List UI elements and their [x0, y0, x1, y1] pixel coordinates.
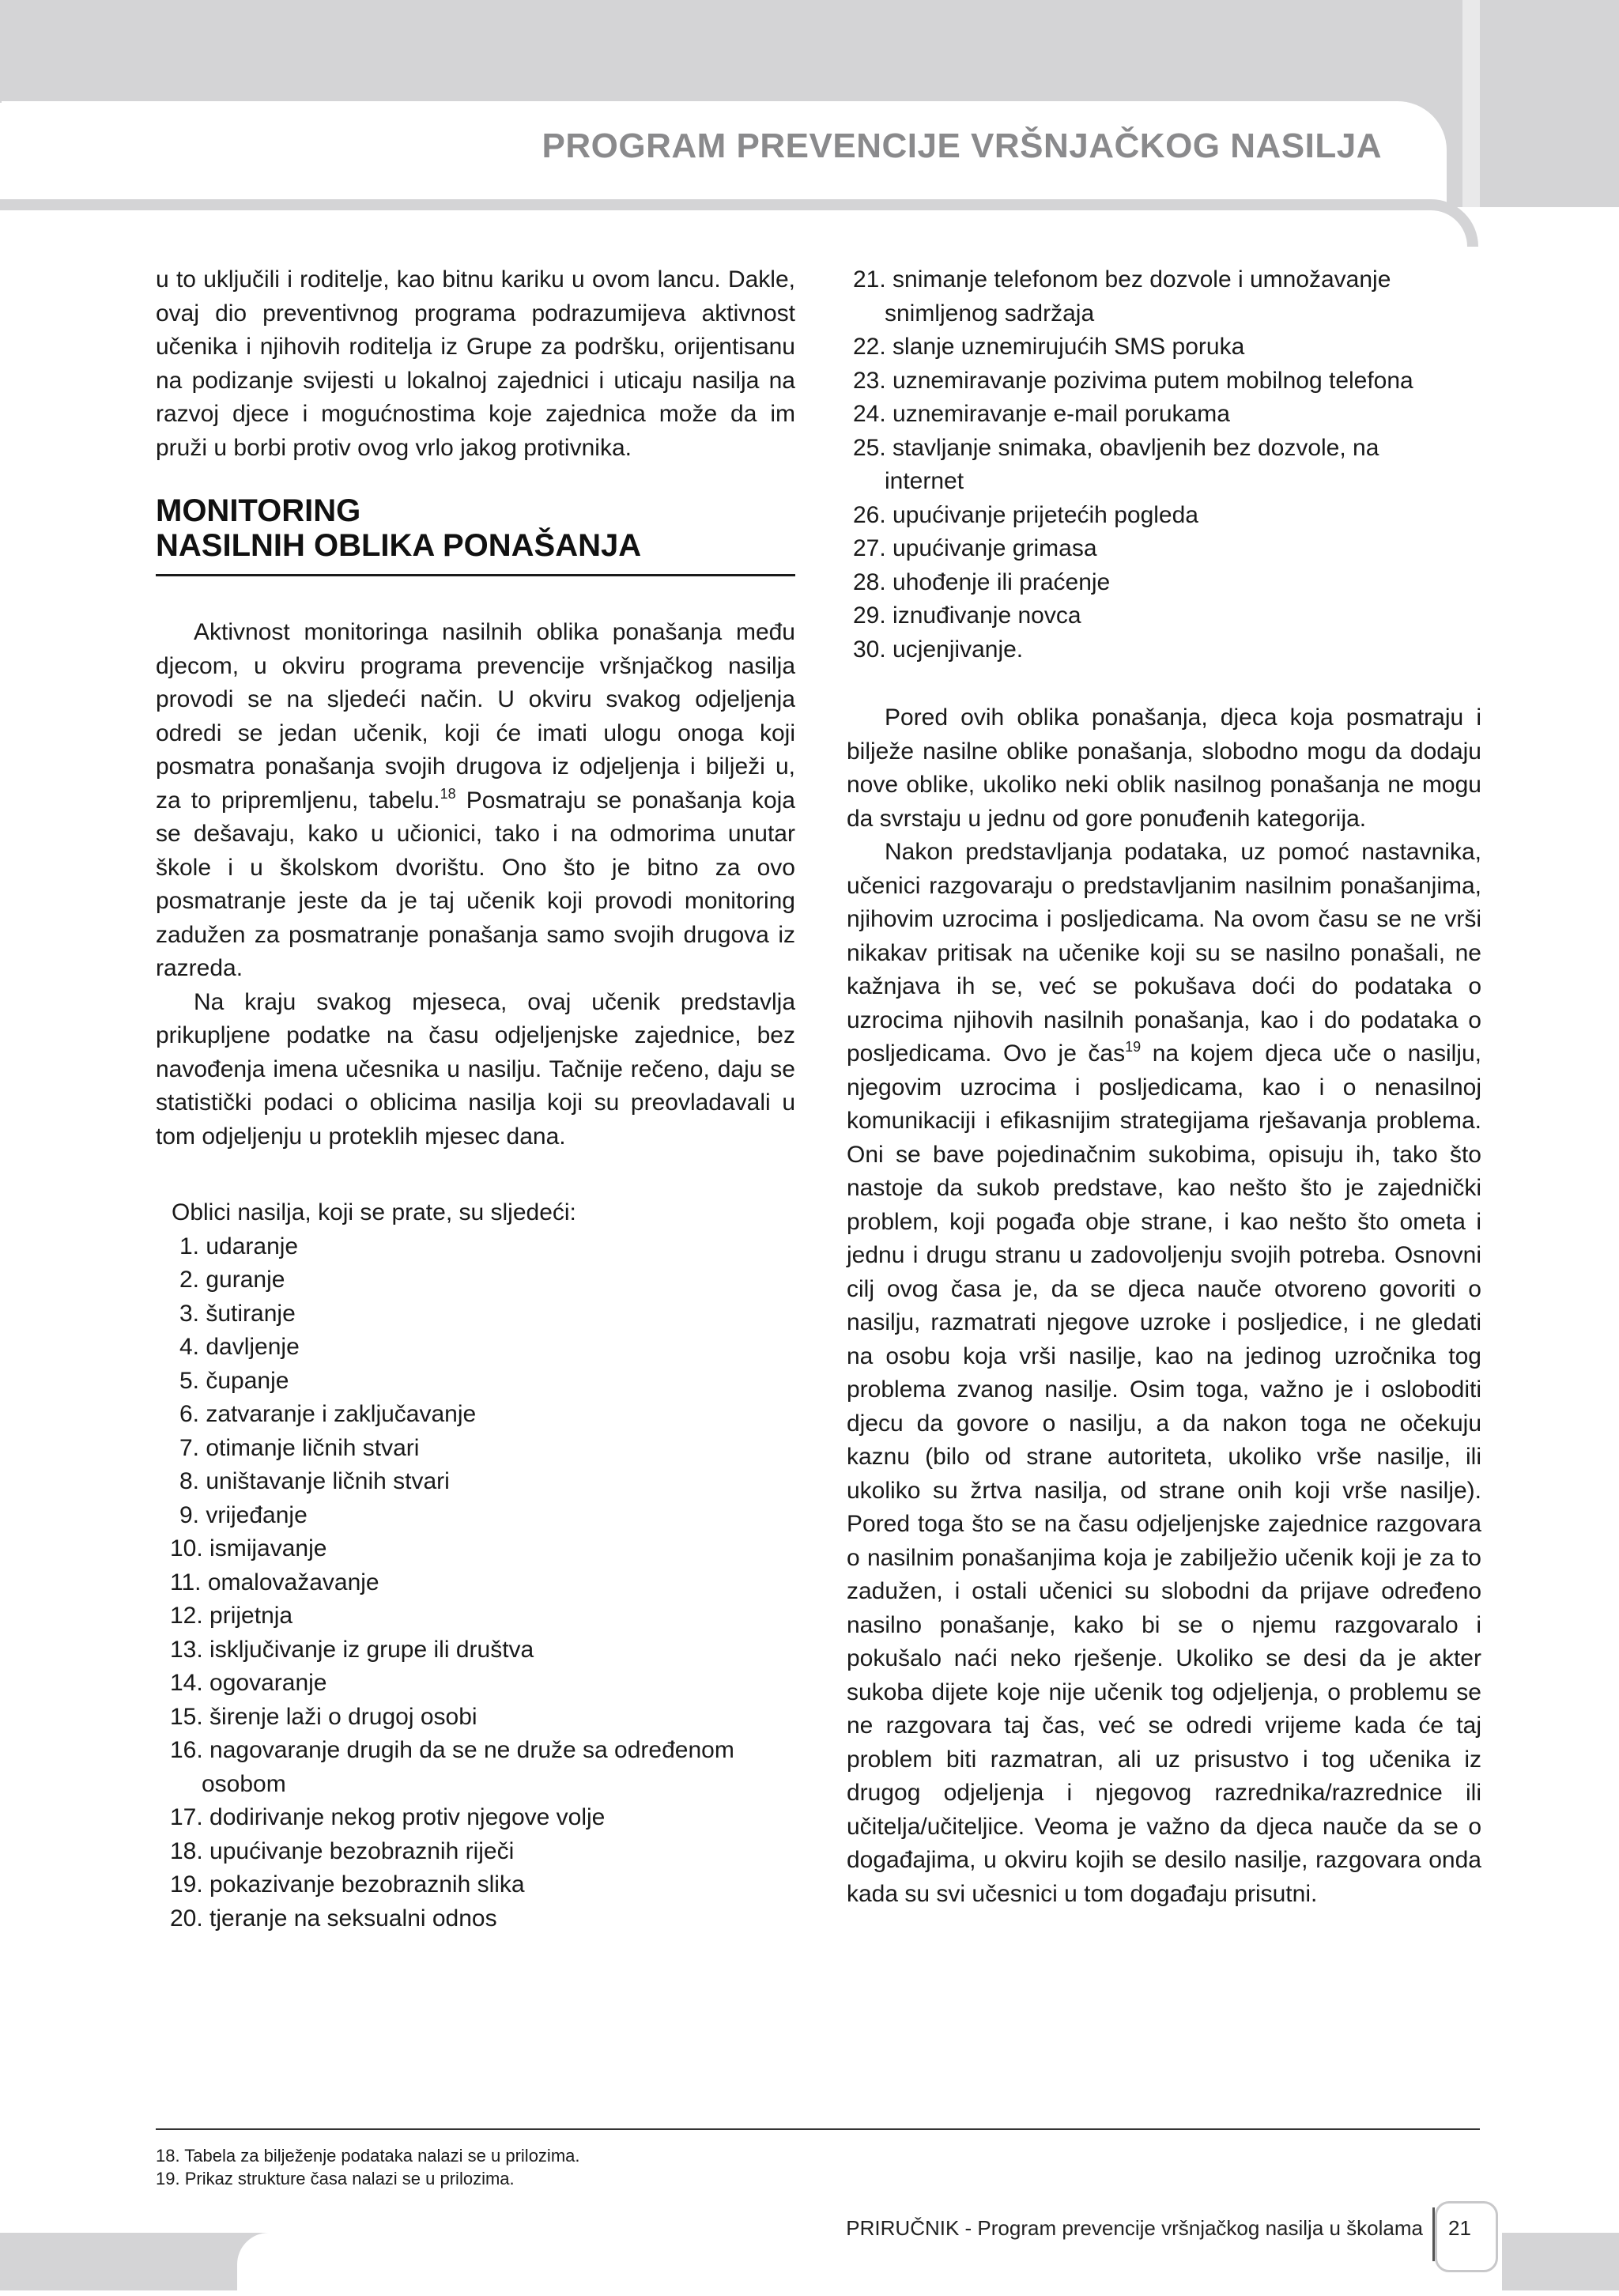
list-item: 27. upućivanje grimasa: [853, 535, 1097, 561]
list-item-wrap: osobom: [202, 1770, 286, 1797]
header-strip: [1462, 0, 1480, 207]
heading-line-2: NASILNIH OBLIKA PONAŠANJA: [156, 528, 642, 563]
list-item: 11. omalovažavanje: [170, 1569, 379, 1595]
page-number: 21: [1448, 2216, 1471, 2240]
list-item: 9. vrijeđanje: [179, 1501, 308, 1528]
header-curve: [158, 199, 1478, 247]
list-item: 28. uhođenje ili praćenje: [853, 568, 1111, 595]
footnote-ref-18: 18: [440, 785, 456, 802]
list-item: 7. otimanje ličnih stvari: [179, 1434, 420, 1461]
right-column: [847, 263, 1481, 1911]
left-column: [156, 263, 795, 1935]
list-item: 30. ucjenjivanje.: [853, 636, 1024, 663]
header-rule: [0, 199, 166, 210]
monitoring-text: Aktivnost monitoringa nasilnih oblika ponašanja među djecom, u okviru programa prevencije vršnjačkog nasilja provodi se na sljedeći način. U okviru svakog odjeljenja odredi se jedan učenik, koji će imati ulogu onoga koji posmatra ponašanja svojih drugova iz odjeljenja i bilježi u, za to pripremljenu, tabelu.: [156, 619, 795, 814]
list-item: 12. prijetnja: [170, 1603, 293, 1629]
list-item-text: 21. snimanje telefonom bez dozvole i umnožavanje: [853, 266, 1391, 293]
list-item: 3. šutiranje: [179, 1300, 296, 1327]
list-item-wrap: snimljenog sadržaja: [885, 300, 1095, 327]
list-item: 14. ogovaranje: [170, 1670, 327, 1696]
footer-box: [237, 2233, 1502, 2296]
list-item: 15. širenje laži o drugoj osobi: [170, 1703, 477, 1730]
list-item-text: 16. nagovaranje drugih da se ne druže sa određenom: [170, 1737, 734, 1763]
monitoring-text-rest: Posmatraju se ponašanja koja se dešavaju, kako u učionici, tako i na odmorima unutar škole i u školskom dvorištu. Ono što je bitno za ovo posmatranje jeste da je taj učenik koji provodi monitoring zadužen za posmatranje ponašanja samo svojih drugova iz razreda.: [156, 787, 795, 981]
monthly-paragraph: Na kraju svakog mjeseca, ovaj učenik predstavlja prikupljene podatke na času odjeljenjske zajednice, bez navođenja imena učesnika u nasilju. Tačnije rečeno, daju se statistički podaci o oblicima nasilja koji su preovladavali u tom odjeljenju u proteklih mjesec dana.: [156, 988, 795, 1150]
monitoring-paragraph: [156, 616, 795, 986]
list-item-text: 25. stavljanje snimaka, obavljenih bez dozvole, na: [853, 434, 1379, 461]
list-item: 17. dodirivanje nekog protiv njegove volje: [170, 1804, 606, 1830]
running-footer-title: PRIRUČNIK - Program prevencije vršnjačkog nasilja u školama: [846, 2216, 1423, 2240]
discussion-text: Nakon predstavljanja podataka, uz pomoć nastavnika, učenici razgovaraju o predstavljanim nasilnim ponašanjima, njihovim uzrocima i posljedicama. Na ovom času se ne vrši nikakav pritisak na učenike koji su se nasilno ponašali, ne kažnjava ih se, već se pokušava doći do podataka o uzrocima njihovih nasilnih ponašanja, kao i do podataka o posljedicama. Ovo je čas: [847, 839, 1481, 1067]
running-header-title: PROGRAM PREVENCIJE VRŠNJAČKOG NASILJA: [542, 127, 1382, 165]
list-item: 10. ismijavanje: [170, 1535, 327, 1562]
footnote-18: 18. Tabela za bilježenje podataka nalazi se u prilozima.: [156, 2146, 580, 2166]
footnotes: [156, 2144, 580, 2190]
heading-line-1: MONITORING: [156, 493, 361, 528]
list-item: 26. upućivanje prijetećih pogleda: [853, 501, 1198, 528]
list-item: 29. iznuđivanje novca: [853, 602, 1081, 629]
list-item: 23. uznemiravanje pozivima putem mobilnog telefona: [853, 367, 1413, 394]
list-item: 22. slanje uznemirujućih SMS poruka: [853, 334, 1245, 360]
violence-forms-list: [156, 1230, 795, 1936]
class-discussion-paragraph: [847, 836, 1481, 1911]
discussion-text-rest: na kojem djeca uče o nasilju, njegovim uzrocima i posljedicama, kao i o nenasilnoj komunikaciji i efikasnijim strategijama rješavanja problema. Oni se bave pojedinačnim sukobima, opisuju ih, tako što nastoje da sukob predstave, kao nešto što je zajednički problem, koji pogađa obje strane, i kao nešto što ometa i jednu i drugu stranu u zadovoljenju svojih potreba. Osnovni cilj ovog časa je, da se djeca nauče otvoreno govoriti o nasilju, razmatrati njegove uzroke i posljedice, i ne gledati na osobu koja vrši nasilje, kao na jedinog uzročnika tog problema zvanog nasilje. Osim toga, važno je i osloboditi djecu da govore o nasilju, a da nakon toga ne očekuju kaznu (bilo od strane autoriteta, ukoliko vrše nasilje, ili ukoliko su žrtva nasilja, od strane onih koji vrše nasilje). Pored toga što se na času odjeljenjske zajednice razgovara o nasilnim ponašanjima koja je zabilježio učenik koji je za to zadužen, i ostali učenici su slobodni da prijave određeno nasilno ponašanje, kako bi se o njemu razgovaralo i pokušalo naći neko rješenje. Ukoliko se desi da je akter sukoba dijete koje nije učenik tog odjeljenja, o problemu se ne razgovara taj čas, već se odredi vrijeme kada će taj problem biti razmatran, ali uz prisustvo i tog učenika iz drugog odjeljenja i njegovog razrednika/razrednice ili učitelja/učiteljice. Veoma je važno da djeca nauče da se o događajima, u okviru kojih se desilo nasilje, razgovara onda kada su svi učesnici u tom događaju prisutni.: [847, 1040, 1481, 1907]
list-item: 5. čupanje: [179, 1367, 289, 1394]
footnote-19: 19. Prikaz strukture časa nalazi se u prilozima.: [156, 2169, 515, 2188]
footnote-rule: [156, 2128, 1480, 2130]
list-item: 13. isključivanje iz grupe ili društva: [170, 1636, 534, 1663]
list-item: 18. upućivanje bezobraznih riječi: [170, 1837, 515, 1864]
violence-forms-list-continued: [847, 263, 1481, 667]
list-item: 2. guranje: [179, 1267, 285, 1293]
list-item: [847, 432, 1481, 499]
additional-forms-paragraph: Pored ovih oblika ponašanja, djeca koja posmatraju i bilježe nasilne oblike ponašanja, slobodno mogu da dodaju nove oblike, ukoliko neki oblik nasilnog ponašanja ne mogu da svrstaju u jednu od gore ponuđenih kategorija.: [847, 704, 1481, 832]
list-item: 24. uznemiravanje e-mail porukama: [853, 401, 1230, 427]
list-item: 1. udaranje: [179, 1233, 299, 1259]
list-item: 20. tjeranje na seksualni odnos: [170, 1905, 497, 1932]
list-item: 19. pokazivanje bezobraznih slika: [170, 1871, 525, 1898]
footnote-ref-19: 19: [1125, 1039, 1142, 1055]
list-item: [156, 1734, 795, 1801]
list-item: [847, 263, 1481, 330]
intro-paragraph: u to uključili i roditelje, kao bitnu kariku u ovom lancu. Dakle, ovaj dio preventivnog programa podrazumijeva aktivnost učenika i njihovih roditelja iz Grupe za podršku, orijentisanu na podizanje svijesti u lokalnoj zajednici i uticaju nasilja na razvoj djece i mogućnostima koje zajednica može da im pruži u borbi protiv ovog vrlo jakog protivnika.: [156, 266, 795, 461]
list-intro: Oblici nasilja, koji se prate, su sljedeći:: [172, 1199, 576, 1225]
list-item: 4. davljenje: [179, 1334, 300, 1360]
list-item: 6. zatvaranje i zaključavanje: [179, 1401, 477, 1427]
list-item: 8. uništavanje ličnih stvari: [179, 1468, 450, 1494]
section-heading: [156, 493, 795, 576]
footer-divider: [1432, 2207, 1435, 2261]
list-item-wrap: internet: [885, 468, 964, 494]
